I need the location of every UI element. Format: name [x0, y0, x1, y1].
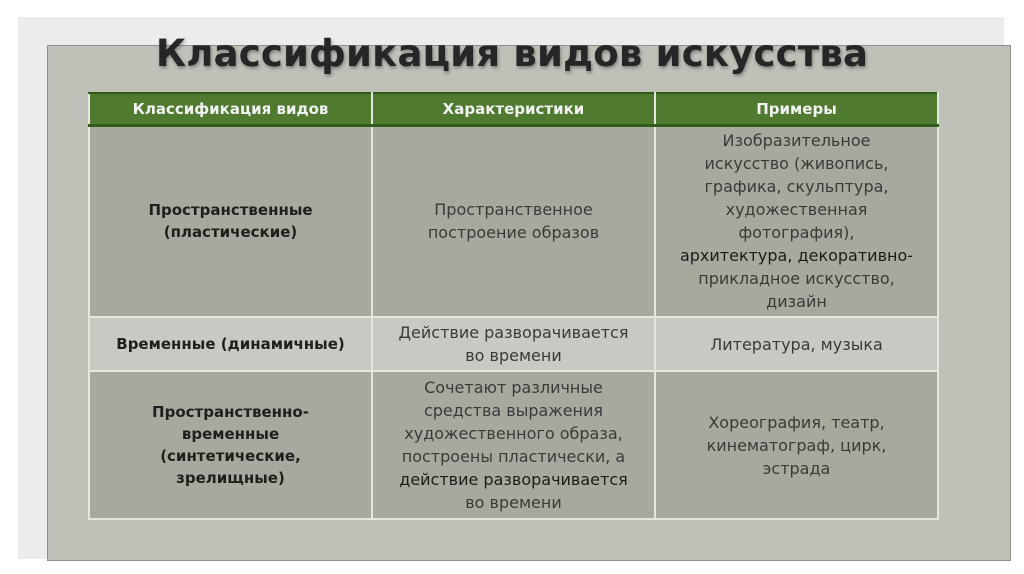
row-temporal-characteristics: [372, 317, 655, 371]
row-spatial-examples: [655, 125, 938, 317]
cell-line: Пространственное: [434, 200, 593, 220]
row-spatiotemporal-type: [89, 371, 372, 519]
cell-line: Литература, музыка: [710, 334, 883, 354]
cell-line: искусство (живопись,: [704, 154, 889, 174]
cell-line: Действие разворачивается: [398, 323, 629, 342]
row-temporal-examples: [655, 317, 938, 371]
table-row: [89, 125, 938, 317]
row-spatiotemporal-characteristics: [372, 371, 655, 519]
cell-line: (пластические): [163, 223, 298, 242]
cell-line: архитектура, декоративно-: [679, 246, 914, 266]
cell-line: графика, скульптура,: [704, 177, 889, 197]
cell-line: построены пластически, а: [401, 447, 626, 466]
cell-line: временные: [181, 425, 280, 443]
header-examples: Примеры: [655, 93, 938, 125]
header-classification: Классификация видов: [89, 93, 372, 125]
cell-line: построение образов: [427, 223, 600, 243]
cell-line: (синтетические,: [160, 447, 301, 465]
cell-line: фотография),: [738, 223, 855, 243]
cell-line: Временные (динамичные): [116, 335, 345, 353]
cell-line: художественного образа,: [404, 424, 623, 443]
slide-title: Классификация видов искусства: [155, 32, 869, 75]
cell-line: Сочетают различные: [424, 378, 603, 397]
row-spatial-type: [89, 125, 372, 317]
art-classification-table: [88, 92, 939, 520]
cell-line: Изобразительное: [722, 131, 871, 151]
header-row: [89, 93, 938, 125]
cell-line: средства выражения: [423, 401, 604, 420]
cell-line: художественная: [725, 200, 868, 220]
cell-line: прикладное искусство,: [698, 269, 895, 289]
cell-line: Пространственные: [148, 201, 313, 220]
row-temporal-type: [89, 317, 372, 371]
table-row: [89, 371, 938, 519]
cell-line: Пространственно-: [152, 403, 309, 421]
row-spatiotemporal-examples: [655, 371, 938, 519]
cell-line: действие разворачивается: [399, 470, 628, 489]
cell-line: эстрада: [762, 458, 831, 478]
cell-line: Хореография, театр,: [708, 412, 885, 432]
cell-line: во времени: [465, 346, 562, 365]
cell-line: дизайн: [766, 292, 827, 312]
cell-line: кинематограф, цирк,: [706, 435, 887, 455]
row-spatial-characteristics: [372, 125, 655, 317]
cell-line: во времени: [465, 493, 562, 512]
table-row: [89, 317, 938, 371]
header-characteristics: Характеристики: [372, 93, 655, 125]
cell-line: зрелищные): [176, 469, 285, 487]
